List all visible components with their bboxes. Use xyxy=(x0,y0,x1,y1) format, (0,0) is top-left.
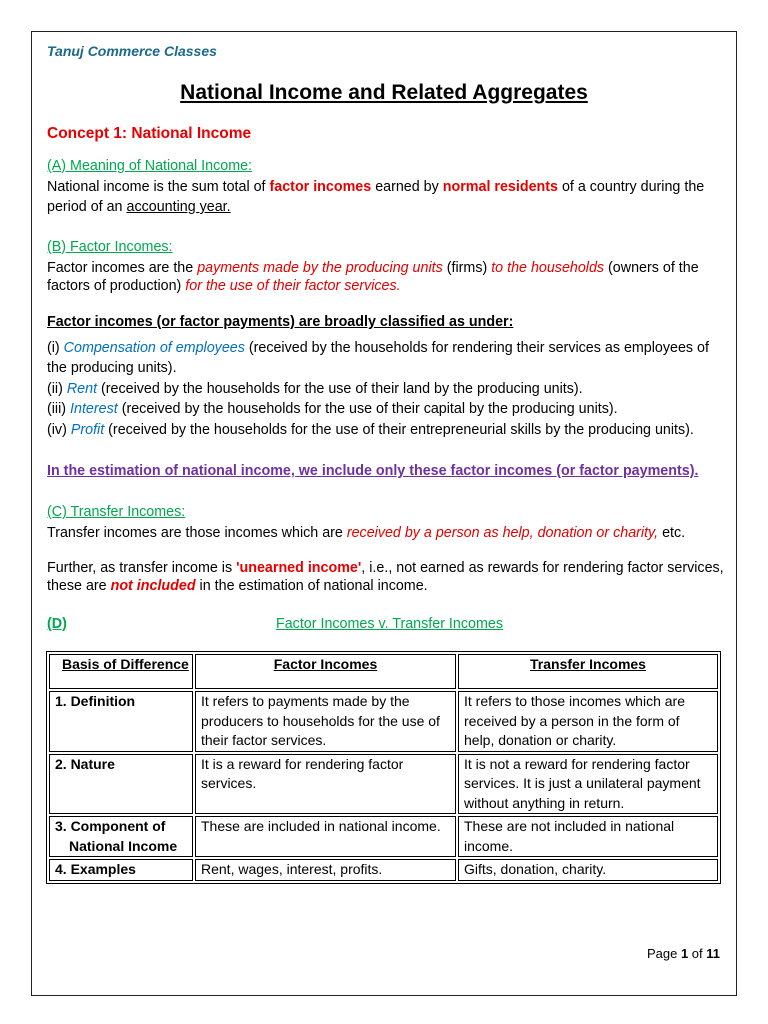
table-header-row xyxy=(49,654,718,689)
text-segment: , i.e., not earned as rewards for rendering factor services, xyxy=(361,560,724,576)
header-transfer-incomes: Transfer Incomes xyxy=(458,654,718,689)
cell-line: Gifts, donation, charity. xyxy=(464,861,607,877)
emphasis-help-donation: received by a person as help, donation or charity, xyxy=(346,525,659,541)
cell-line: These are included in national income. xyxy=(201,818,441,834)
term-compensation: Compensation of employees xyxy=(63,340,245,356)
header-factor-incomes: Factor Incomes xyxy=(195,654,456,689)
list-number: (iii) xyxy=(47,401,71,417)
list-description: (received by the households for rendering their services as employees of xyxy=(244,340,709,356)
text-segment: Further, as transfer income is xyxy=(47,560,237,576)
section-c-further-line-2 xyxy=(47,576,428,596)
cell-line: These are not included in national xyxy=(464,818,675,834)
row-factor-cell xyxy=(195,691,456,752)
list-description: (received by the households for the use of their entrepreneurial skills by the producing units). xyxy=(104,422,694,438)
factor-income-note: In the estimation of national income, we include only these factor incomes (or factor payments). xyxy=(47,463,699,479)
row-basis xyxy=(49,859,193,881)
emphasis-payments: payments made by the producing units xyxy=(197,260,443,276)
list-description: (received by the households for the use of their land by the producing units). xyxy=(97,381,583,397)
row-transfer-cell xyxy=(458,859,718,881)
cell-line: Rent, wages, interest, profits. xyxy=(201,861,383,877)
table-row xyxy=(49,816,718,857)
row-transfer-cell xyxy=(458,754,718,815)
text-segment: etc. xyxy=(658,525,686,541)
list-number: (i) xyxy=(47,340,64,356)
list-item xyxy=(47,420,694,440)
text-segment: Factor incomes are the xyxy=(47,260,198,276)
section-a-line-2 xyxy=(47,197,231,217)
cell-line: their factor services. xyxy=(201,732,327,748)
emphasis-unearned-income: 'unearned income' xyxy=(236,560,362,576)
section-b-line-2 xyxy=(47,276,401,296)
list-number: (ii) xyxy=(47,381,67,397)
text-segment: factors of production) xyxy=(47,278,186,294)
cell-line: 1. Definition xyxy=(55,693,136,709)
page-of: of xyxy=(688,946,707,961)
section-c-heading: (C) Transfer Incomes: xyxy=(47,504,186,520)
text-segment: National income is the sum total of xyxy=(47,179,270,195)
text-segment: (owners of the xyxy=(604,260,699,276)
classification-heading: Factor incomes (or factor payments) are broadly classified as under: xyxy=(47,314,514,330)
term-rent: Rent xyxy=(66,381,98,397)
emphasis-not-included: not included xyxy=(110,578,196,594)
list-item xyxy=(47,379,583,399)
emphasis-households: to the households xyxy=(491,260,605,276)
emphasis-factor-services: for the use of their factor services. xyxy=(185,278,401,294)
section-d-title: Factor Incomes v. Transfer Incomes xyxy=(276,616,503,632)
row-basis xyxy=(49,754,193,815)
text-segment: in the estimation of national income. xyxy=(195,578,428,594)
text-segment: Transfer incomes are those incomes which are xyxy=(47,525,347,541)
cell-line: It refers to payments made by the xyxy=(201,693,410,709)
list-item-continuation xyxy=(47,358,177,378)
section-a-line-1 xyxy=(47,177,704,197)
total-pages: 11 xyxy=(706,946,720,961)
cell-line: It is not a reward for rendering factor xyxy=(464,755,690,772)
section-b-heading: (B) Factor Incomes: xyxy=(47,239,173,255)
row-transfer-cell xyxy=(458,816,718,857)
emphasis-normal-residents: normal residents xyxy=(442,179,558,195)
comparison-table xyxy=(46,651,721,884)
row-factor-cell xyxy=(195,754,456,815)
section-c-further-line-1 xyxy=(47,558,724,578)
cell-line: services. xyxy=(201,775,257,791)
text-segment: period of an xyxy=(47,199,127,215)
row-transfer-cell xyxy=(458,691,718,752)
text-segment: these are xyxy=(47,578,111,594)
cell-line: 2. Nature xyxy=(55,755,115,772)
text-segment: of a country during the xyxy=(557,179,705,195)
cell-line: National Income xyxy=(69,837,178,854)
cell-line: It refers to those incomes which are xyxy=(464,693,685,709)
section-a-heading: (A) Meaning of National Income: xyxy=(47,158,253,174)
list-number: (iv) xyxy=(47,422,71,438)
table-row xyxy=(49,691,718,752)
page-prefix: Page xyxy=(646,946,681,961)
text-segment: earned by xyxy=(371,179,443,195)
list-description: (received by the households for the use of their capital by the producing units). xyxy=(117,401,618,417)
page-title: National Income and Related Aggregates xyxy=(180,81,588,104)
cell-line: received by a person in the form of xyxy=(464,712,680,729)
brand-name: Tanuj Commerce Classes xyxy=(47,43,217,59)
row-basis xyxy=(49,816,193,857)
header-basis-of-difference: Basis of Difference xyxy=(49,654,193,689)
concept-heading: Concept 1: National Income xyxy=(47,125,252,142)
term-interest: Interest xyxy=(70,401,118,417)
section-d-label: (D) xyxy=(47,616,67,632)
text-segment: (firms) xyxy=(442,260,492,276)
list-item xyxy=(47,399,618,419)
cell-line: producers to households for the use of xyxy=(201,712,440,729)
section-b-line-1 xyxy=(47,258,699,278)
cell-line: income. xyxy=(464,837,514,854)
cell-line: help, donation or charity. xyxy=(464,732,617,748)
cell-line: It is a reward for rendering factor xyxy=(201,755,404,772)
page-number xyxy=(647,944,720,964)
row-factor-cell xyxy=(195,816,456,857)
cell-line: services. It is just a unilateral payment xyxy=(464,775,701,791)
cell-line: without anything in return. xyxy=(464,794,625,811)
term-profit: Profit xyxy=(70,422,105,438)
list-item xyxy=(47,338,709,358)
cell-line: 3. Component of xyxy=(55,818,166,834)
table-row xyxy=(49,754,718,815)
current-page: 1 xyxy=(680,946,689,961)
emphasis-accounting-year: accounting year. xyxy=(126,199,231,215)
section-c-line-1 xyxy=(47,523,685,543)
row-basis xyxy=(49,691,193,752)
table-row xyxy=(49,859,718,881)
cell-line: 4. Examples xyxy=(55,861,136,877)
list-description: the producing units). xyxy=(47,360,177,376)
row-factor-cell xyxy=(195,859,456,881)
emphasis-factor-incomes: factor incomes xyxy=(269,179,372,195)
